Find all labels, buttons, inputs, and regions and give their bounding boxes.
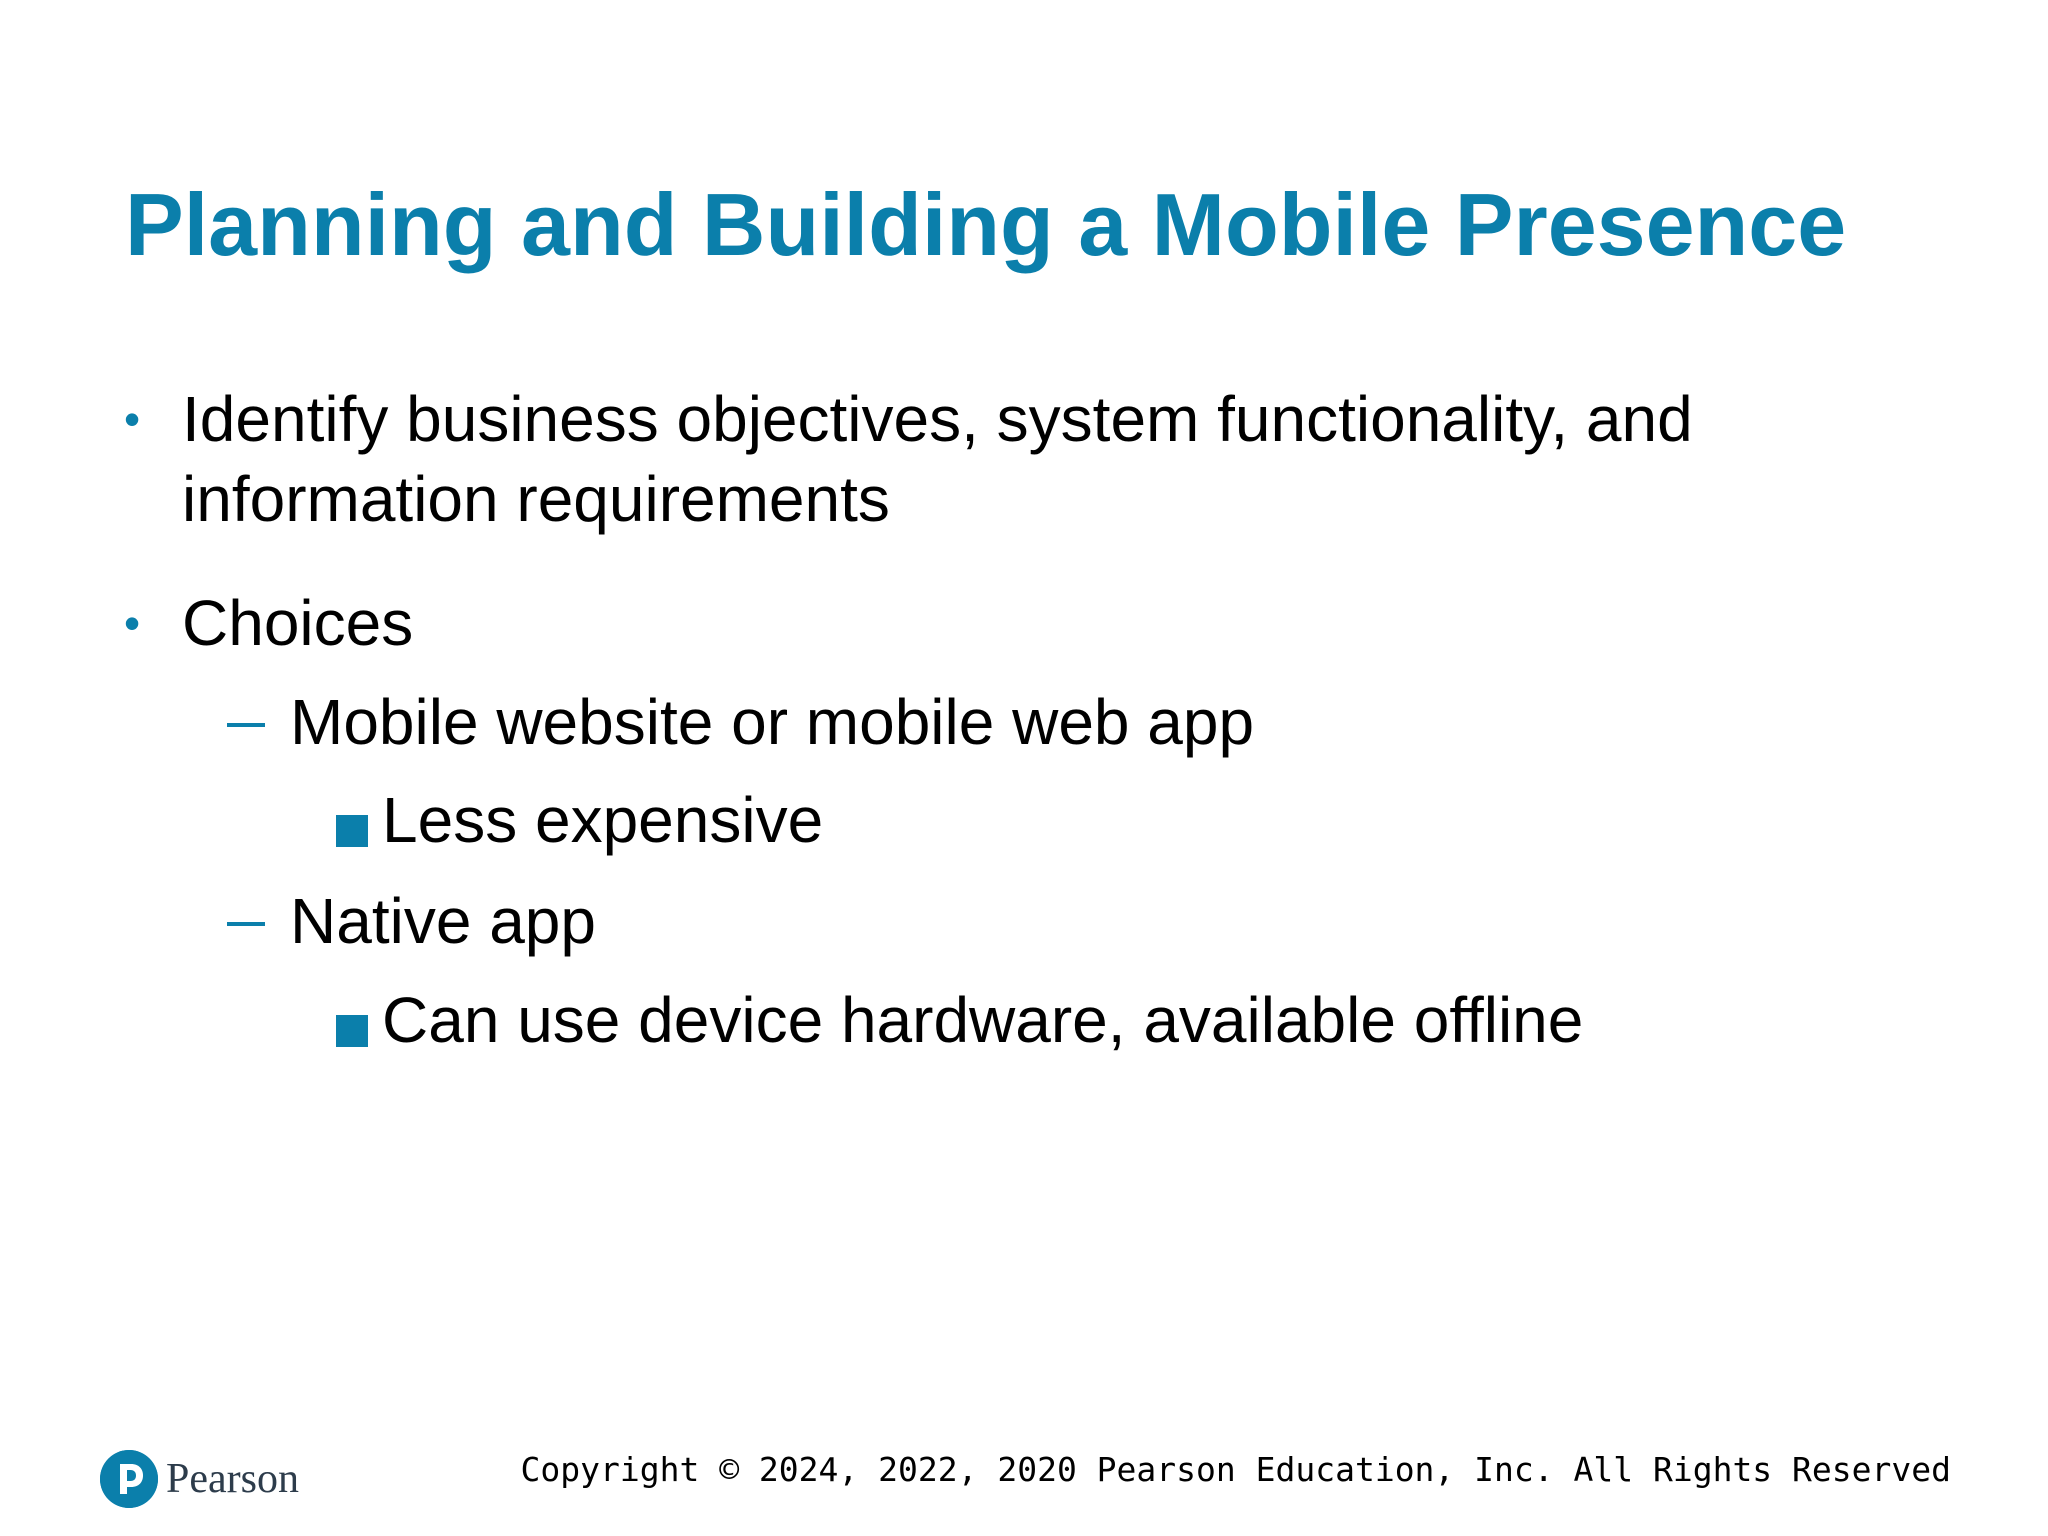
sub-sub-item-1-text: Less expensive xyxy=(382,784,824,856)
pearson-logo xyxy=(100,1450,299,1508)
copyright-text: Copyright © 2024, 2022, 2020 Pearson Education, Inc. All Rights Reserved xyxy=(520,1450,1951,1489)
slide-title: Planning and Building a Mobile Presence xyxy=(125,175,1847,274)
bullet-dot-icon: • xyxy=(124,597,141,649)
square-bullet-icon xyxy=(336,815,368,847)
square-bullet-icon xyxy=(336,1015,368,1047)
dash-bullet-icon xyxy=(227,922,265,926)
bullet-1-line-2: information requirements xyxy=(182,463,890,535)
pearson-logo-icon xyxy=(100,1450,158,1508)
sub-item-2-text: Native app xyxy=(290,885,596,957)
sub-sub-item-2-text: Can use device hardware, available offline xyxy=(382,984,1584,1056)
dash-bullet-icon xyxy=(227,723,265,727)
pearson-wordmark: Pearson xyxy=(166,1456,299,1502)
sub-item-1-text: Mobile website or mobile web app xyxy=(290,686,1255,758)
bullet-1-line-1: Identify business objectives, system functionality, and xyxy=(182,383,1693,455)
bullet-dot-icon: • xyxy=(124,393,141,445)
bullet-2-text: Choices xyxy=(182,587,414,659)
